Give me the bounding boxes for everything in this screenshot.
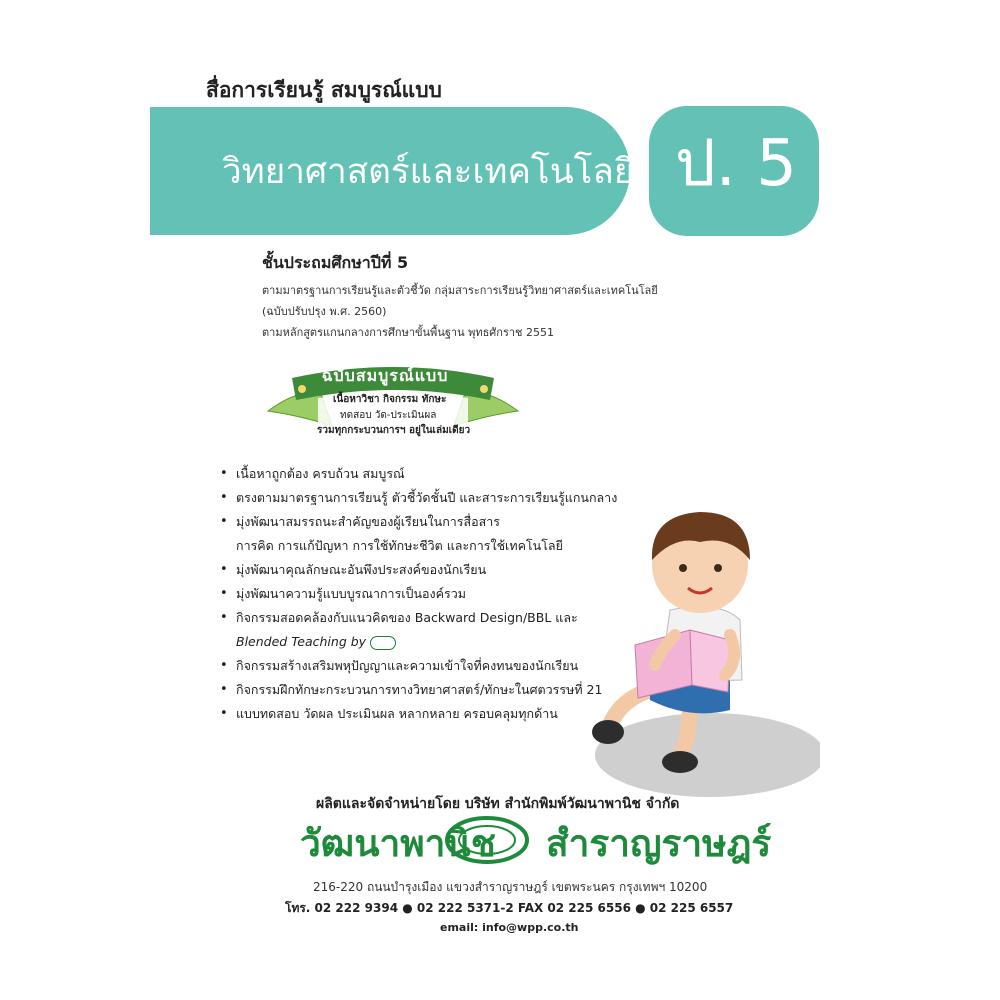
phone-numbers: โทร. 02 222 9394 ● 02 222 5371-2 FAX 02 225 6556 ● 02 225 6557 — [285, 901, 734, 915]
producer-line: ผลิตและจัดจำหน่ายโดย บริษัท สำนักพิมพ์วัฒนาพานิช จำกัด — [316, 796, 680, 812]
subject-title: วิทยาศาสตร์และเทคโนโลยี — [222, 152, 635, 192]
feature-item: • กิจกรรมสอดคล้องกับแนวคิดของ Backward Design/BBL และ Blended Teaching by — [220, 606, 660, 654]
feature-item: • ตรงตามมาตรฐานการเรียนรู้ ตัวชี้วัดชั้นปี และสาระการเรียนรู้แกนกลาง — [220, 486, 660, 510]
boy-reading-illustration — [580, 500, 820, 800]
badge-line-1: เนื้อหาวิชา กิจกรรม ทักษะ — [333, 394, 447, 405]
curriculum-line-2: (ฉบับปรับปรุง พ.ศ. 2560) — [262, 305, 387, 318]
email: email: info@wpp.co.th — [440, 921, 579, 934]
address: 216-220 ถนนบำรุงเมือง แขวงสำราญราษฎร์ เขตพระนคร กรุงเทพฯ 10200 — [313, 880, 708, 894]
feature-item: • เนื้อหาถูกต้อง ครบถ้วน สมบูรณ์ — [220, 462, 660, 486]
feature-item: • กิจกรรมสร้างเสริมพหุปัญญาและความเข้าใจที่คงทนของนักเรียน — [220, 654, 660, 678]
feature-item: • กิจกรรมฝึกทักษะกระบวนการทางวิทยาศาสตร์/ทักษะในศตวรรษที่ 21 — [220, 678, 660, 702]
series-kicker: สื่อการเรียนรู้ สมบูรณ์แบบ — [206, 78, 442, 102]
feature-item-continuation: การคิด การแก้ปัญหา การใช้ทักษะชีวิต และการใช้เทคโนโลยี — [236, 538, 563, 553]
feature-item: • แบบทดสอบ วัดผล ประเมินผล หลากหลาย ครอบคลุมทุกด้าน — [220, 702, 660, 726]
badge-line-3: รวมทุกกระบวนการฯ อยู่ในเล่มเดียว — [317, 425, 471, 436]
feature-item: • มุ่งพัฒนาสมรรถนะสำคัญของผู้เรียนในการสื่อสาร การคิด การแก้ปัญหา การใช้ทักษะชีวิต และการใช้เทคโนโลยี — [220, 510, 660, 558]
grade-level: ชั้นประถมศึกษาปีที่ 5 — [262, 253, 409, 272]
feature-item: • มุ่งพัฒนาความรู้แบบบูรณาการเป็นองค์รวม — [220, 582, 660, 606]
brand-name-right: สำราญราษฎร์ — [546, 821, 772, 865]
badge-line-2: ทดสอบ วัด-ประเมินผล — [340, 410, 437, 421]
wpp-logo-icon — [370, 636, 396, 650]
feature-item-continuation: Blended Teaching by — [236, 630, 660, 654]
grade-label: ป. 5 — [674, 127, 798, 201]
brand-name-left: วัฒนาพานิช — [300, 821, 496, 865]
curriculum-line-3: ตามหลักสูตรแกนกลางการศึกษาขั้นพื้นฐาน พุทธศักราช 2551 — [262, 326, 554, 339]
badge-title: ฉบับสมบูรณ์แบบ — [321, 366, 449, 385]
feature-item: • มุ่งพัฒนาคุณลักษณะอันพึงประสงค์ของนักเรียน — [220, 558, 660, 582]
curriculum-line-1: ตามมาตรฐานการเรียนรู้และตัวชี้วัด กลุ่มสาระการเรียนรู้วิทยาศาสตร์และเทคโนโลยี — [262, 284, 658, 297]
